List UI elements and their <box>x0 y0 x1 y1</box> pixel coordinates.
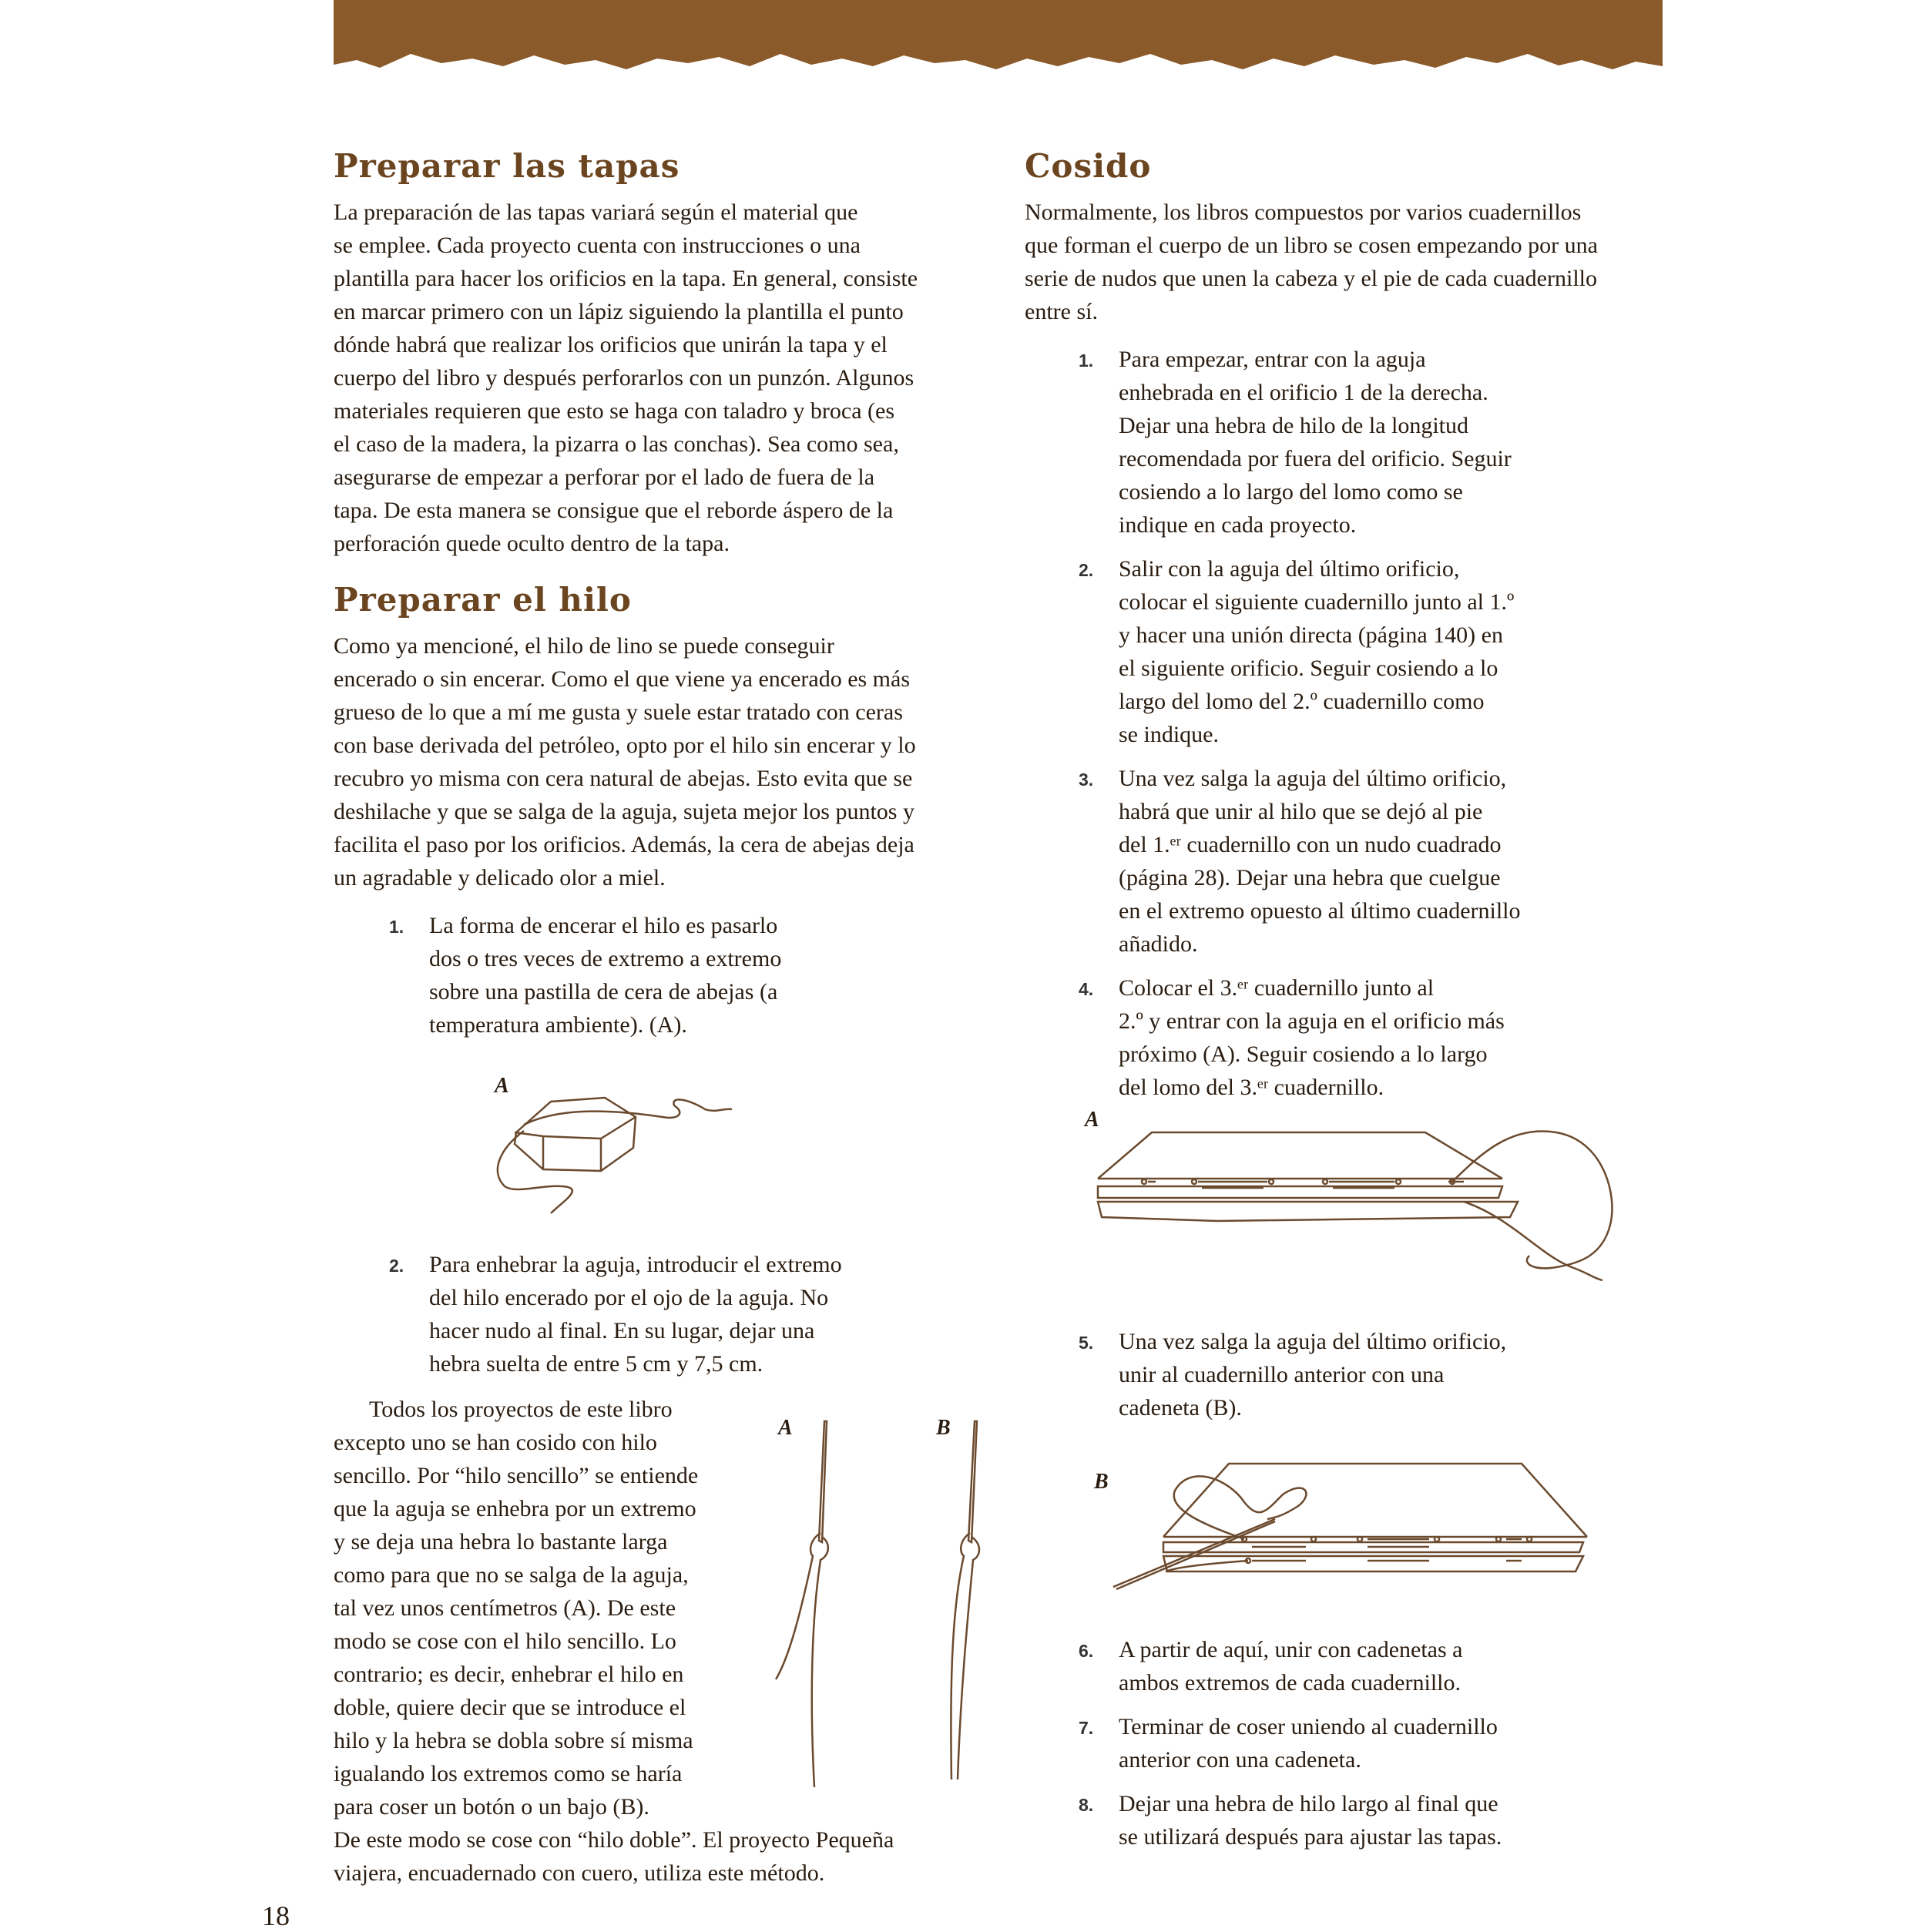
section-heading-hilo: Preparar el hilo <box>334 581 632 619</box>
text-line: igualando los extremos como se haría <box>334 1761 683 1786</box>
text-line: (página 28). Dejar una hebra que cuelgue <box>1119 865 1501 891</box>
text-line: anterior con una cadeneta. <box>1119 1747 1361 1773</box>
figure-label: A <box>495 1074 509 1098</box>
step-number: 6. <box>1079 1641 1094 1661</box>
step-item <box>1079 971 1664 1104</box>
text-line: y se deja una hebra lo bastante larga <box>334 1529 668 1555</box>
text-line: contrario; es decir, enhebrar el hilo en <box>334 1662 684 1687</box>
text-line: perforación quede oculto dentro de la tapa. <box>334 531 730 556</box>
step-number: 7. <box>1079 1718 1094 1738</box>
text-line: cuerpo del libro y después perforarlos con un punzón. Algunos <box>334 365 915 391</box>
text-line: el siguiente orificio. Seguir cosiendo a lo <box>1119 656 1498 681</box>
text-line: De este modo se cose con “hilo doble”. El proyecto Pequeña <box>334 1827 894 1853</box>
text-line: del hilo encerado por el ojo de la aguja. No <box>429 1285 829 1310</box>
step-item <box>1079 1787 1664 1853</box>
text-line: viajera, encuadernado con cuero, utiliza este método. <box>334 1860 825 1886</box>
text-line: temperatura ambiente). (A). <box>429 1012 687 1038</box>
text-line: Dejar una hebra de hilo de la longitud <box>1119 413 1469 438</box>
text-line: hebra suelta de entre 5 cm y 7,5 cm. <box>429 1351 763 1377</box>
text-line: hacer nudo al final. En su lugar, dejar una <box>429 1318 815 1343</box>
text-line: tal vez unos centímetros (A). De este <box>334 1595 676 1621</box>
text-line: que forman el cuerpo de un libro se cosen empezando por una <box>1025 233 1598 258</box>
text-line: 2.º y entrar con la aguja en el orificio más <box>1119 1008 1505 1034</box>
left-column <box>334 146 981 894</box>
text-line: indique en cada proyecto. <box>1119 512 1357 538</box>
text-line: próximo (A). Seguir cosiendo a lo largo <box>1119 1041 1488 1067</box>
section-heading-cosido: Cosido <box>1025 147 1152 185</box>
step-item <box>1079 1633 1664 1699</box>
step-2-enhebrar <box>389 1248 928 1380</box>
text-line: Colocar el 3.ᵉʳ cuadernillo junto al <box>1119 975 1435 1001</box>
wax-block-illustration <box>485 1071 747 1225</box>
text-line: añadido. <box>1119 931 1198 957</box>
page-number: 18 <box>262 1900 290 1931</box>
text-line: cosiendo a lo largo del lomo como se <box>1119 479 1463 505</box>
text-line: y hacer una unión directa (página 140) en <box>1119 622 1503 648</box>
paragraph-hilo <box>334 629 981 894</box>
text-line: La preparación de las tapas variará según el material que <box>334 200 858 225</box>
text-line: Dejar una hebra de hilo largo al final que <box>1119 1791 1498 1816</box>
text-line: recomendada por fuera del orificio. Seguir <box>1119 446 1512 471</box>
text-line: con base derivada del petróleo, opto por el hilo sin encerar y lo <box>334 733 916 758</box>
text-line: sencillo. Por “hilo sencillo” se entiende <box>334 1463 699 1488</box>
text-line: Salir con la aguja del último orificio, <box>1119 556 1460 582</box>
step-number: 1. <box>1079 351 1094 371</box>
needles-illustration <box>767 1410 998 1795</box>
text-line: para coser un botón o un bajo (B). <box>334 1794 649 1820</box>
step-number: 8. <box>1079 1795 1094 1815</box>
text-line: enhebrada en el orificio 1 de la derecha. <box>1119 380 1488 405</box>
step-item <box>1079 762 1664 961</box>
text-line: A partir de aquí, unir con cadenetas a <box>1119 1637 1463 1662</box>
text-line: deshilache y que se salga de la aguja, sujeta mejor los puntos y <box>334 799 915 824</box>
text-line: un agradable y delicado olor a miel. <box>334 865 666 891</box>
text-line: Una vez salga la aguja del último orificio, <box>1119 1329 1507 1354</box>
text-line: materiales requieren que esto se haga con taladro y broca (es <box>334 398 894 424</box>
text-line: el caso de la madera, la pizarra o las conchas). Sea como sea, <box>334 431 899 457</box>
step-number: 3. <box>1079 770 1094 790</box>
text-line: se utilizará después para ajustar las tapas. <box>1119 1824 1502 1850</box>
text-line: asegurarse de empezar a perforar por el lado de fuera de la <box>334 465 875 490</box>
text-line: del 1.ᵉʳ cuadernillo con un nudo cuadrado <box>1119 832 1502 857</box>
step-item <box>1079 552 1664 751</box>
text-line: dónde habrá que realizar los orificios que unirán la tapa y el <box>334 332 888 357</box>
step-1-encerar <box>389 909 851 1041</box>
text-line: La forma de encerar el hilo es pasarlo <box>429 913 778 938</box>
text-line: colocar el siguiente cuadernillo junto al 1.º <box>1119 589 1515 615</box>
text-line: Para enhebrar la aguja, introducir el extremo <box>429 1252 842 1277</box>
right-column <box>1025 146 1664 328</box>
text-line: encerado o sin encerar. Como el que viene ya encerado es más <box>334 666 911 692</box>
text-line: modo se cose con el hilo sencillo. Lo <box>334 1628 676 1654</box>
figure-label-a: A <box>778 1416 793 1440</box>
text-line: dos o tres veces de extremo a extremo <box>429 946 782 971</box>
paragraph-hilo-doble <box>334 1823 981 1890</box>
text-line: que la aguja se enhebra por un extremo <box>334 1496 696 1521</box>
step-item <box>1079 343 1664 542</box>
text-line: Todos los proyectos de este libro <box>369 1397 673 1422</box>
text-line: ambos extremos de cada cuadernillo. <box>1119 1670 1461 1696</box>
text-line: unir al cuadernillo anterior con una <box>1119 1362 1445 1387</box>
text-line: Terminar de coser uniendo al cuadernillo <box>1119 1714 1498 1739</box>
text-line: en el extremo opuesto al último cuadernillo <box>1119 898 1521 924</box>
step-item <box>1079 1710 1664 1776</box>
text-line: Una vez salga la aguja del último orificio, <box>1119 766 1507 791</box>
text-line: Como ya mencioné, el hilo de lino se puede conseguir <box>334 633 834 659</box>
header-banner <box>334 0 1663 85</box>
text-line: se indique. <box>1119 722 1219 747</box>
paragraph-hilo-sencillo <box>334 1393 765 1823</box>
paragraph-cosido <box>1025 196 1664 328</box>
cosido-steps-1-4 <box>1079 343 1664 1115</box>
text-line: excepto uno se han cosido con hilo <box>334 1430 657 1455</box>
text-line: sobre una pastilla de cera de abejas (a <box>429 979 778 1005</box>
text-line: facilita el paso por los orificios. Además, la cera de abejas deja <box>334 832 915 857</box>
step-number: 1. <box>389 917 404 937</box>
step-number: 4. <box>1079 979 1094 999</box>
cosido-step-5 <box>1079 1325 1664 1435</box>
text-line: doble, quiere decir que se introduce el <box>334 1695 686 1720</box>
paragraph-tapas <box>334 196 981 560</box>
text-line: entre sí. <box>1025 299 1098 324</box>
text-line: como para que no se salga de la aguja, <box>334 1562 689 1588</box>
text-line: del lomo del 3.ᵉʳ cuadernillo. <box>1119 1075 1384 1100</box>
text-line: plantilla para hacer los orificios en la tapa. En general, consiste <box>334 266 918 291</box>
text-line: recubro yo misma con cera natural de abejas. Esto evita que se <box>334 766 913 791</box>
text-line: en marcar primero con un lápiz siguiendo la plantilla el punto <box>334 299 904 324</box>
text-line: largo del lomo del 2.º cuadernillo como <box>1119 689 1485 714</box>
step-number: 5. <box>1079 1333 1094 1353</box>
text-line: hilo y la hebra se dobla sobre sí misma <box>334 1728 693 1753</box>
step-number: 2. <box>1079 560 1094 580</box>
stitching-illustration-a <box>1079 1102 1633 1302</box>
text-line: habrá que unir al hilo que se dejó al pie <box>1119 799 1483 824</box>
text-line: Para empezar, entrar con la aguja <box>1119 347 1426 372</box>
text-line: tapa. De esta manera se consigue que el reborde áspero de la <box>334 498 894 523</box>
figure-label-b: B <box>936 1416 951 1440</box>
figure-label: B <box>1094 1470 1109 1494</box>
step-number: 2. <box>389 1256 404 1276</box>
section-heading-tapas: Preparar las tapas <box>334 147 680 185</box>
figure-label: A <box>1085 1108 1099 1132</box>
text-line: Normalmente, los libros compuestos por varios cuadernillos <box>1025 200 1582 225</box>
text-line: serie de nudos que unen la cabeza y el pie de cada cuadernillo <box>1025 266 1597 291</box>
step-item <box>1079 1325 1664 1424</box>
cosido-steps-6-8 <box>1079 1633 1664 1864</box>
text-line: cadeneta (B). <box>1119 1395 1242 1420</box>
text-line: grueso de lo que a mí me gusta y suele estar tratado con ceras <box>334 699 903 725</box>
stitching-illustration-b <box>1090 1448 1599 1602</box>
text-line: se emplee. Cada proyecto cuenta con instrucciones o una <box>334 233 861 258</box>
